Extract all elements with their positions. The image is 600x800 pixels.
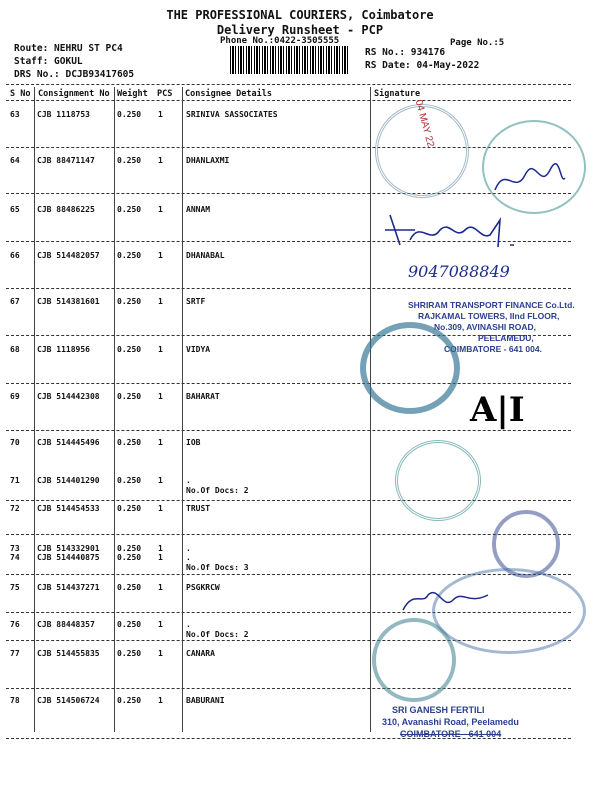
row-consignment-no: CJB 514454533 — [37, 504, 100, 513]
row-consignee: . — [186, 620, 191, 629]
stamp-line: PEELAMEDU, — [478, 333, 534, 343]
rs-number: RS No.: 934176 — [365, 47, 446, 58]
col-sno: S No — [10, 89, 31, 99]
col-consignment: Consignment No — [38, 89, 110, 99]
row-weight: 0.250 — [117, 620, 142, 629]
row-weight: 0.250 — [117, 205, 142, 214]
row-consignee: ANNAM — [186, 205, 211, 214]
row-sno: 75 — [10, 583, 20, 592]
row-consignee: BABURANI — [186, 696, 225, 705]
row-consignment-no: CJB 88448357 — [37, 620, 95, 629]
row-pcs: 1 — [158, 110, 163, 119]
column-divider — [370, 87, 371, 732]
row-consignment-no: CJB 514381601 — [37, 297, 100, 306]
row-consignment-no: CJB 514442308 — [37, 392, 100, 401]
row-weight: 0.250 — [117, 110, 142, 119]
stamp-line: COIMBATORE - 641 004 — [400, 729, 502, 739]
company-name: THE PROFESSIONAL COURIERS, Coimbatore — [166, 8, 434, 22]
route-info — [14, 42, 134, 81]
row-weight: 0.250 — [117, 504, 142, 513]
row-pcs: 1 — [158, 392, 163, 401]
row-docs-note: No.Of Docs: 2 — [186, 486, 249, 495]
row-sno: 73 — [10, 544, 20, 553]
ai-mark: A|I — [470, 390, 525, 430]
row-sno: 65 — [10, 205, 20, 214]
row-consignee: IOB — [186, 438, 201, 447]
row-pcs: 1 — [158, 156, 163, 165]
row-consignment-no: CJB 514445496 — [37, 438, 100, 447]
row-consignee: . — [186, 553, 191, 562]
row-consignee: VIDYA — [186, 345, 211, 354]
row-separator — [6, 500, 571, 501]
row-docs-note: No.Of Docs: 3 — [186, 563, 249, 572]
handwritten-phone: 9047088849 — [408, 262, 510, 281]
column-divider — [114, 87, 115, 732]
row-consignee: TRUST — [186, 504, 211, 513]
row-consignee: SRTF — [186, 297, 206, 306]
row-consignment-no: CJB 514482057 — [37, 251, 100, 260]
row-sno: 72 — [10, 504, 20, 513]
column-divider — [34, 87, 35, 732]
row-consignment-no: CJB 1118956 — [37, 345, 90, 354]
bank-seal-stamp — [395, 440, 481, 521]
row-pcs: 1 — [158, 583, 163, 592]
row-sno: 77 — [10, 649, 20, 658]
row-sno: 70 — [10, 438, 20, 447]
row-separator — [6, 430, 571, 431]
row-consignment-no: CJB 88471147 — [37, 156, 95, 165]
barcode — [230, 46, 350, 74]
ganesh-address-stamp — [382, 704, 519, 740]
rs-info — [365, 46, 479, 72]
row-weight: 0.250 — [117, 438, 142, 447]
row-consignee: SRINIVA SASSOCIATES — [186, 110, 278, 119]
row-consignment-no: CJB 514401290 — [37, 476, 100, 485]
row-consignment-no: CJB 1118753 — [37, 110, 90, 119]
row-pcs: 1 — [158, 649, 163, 658]
row-weight: 0.250 — [117, 649, 142, 658]
row-pcs: 1 — [158, 297, 163, 306]
signature-75 — [398, 580, 498, 620]
row-weight: 0.250 — [117, 392, 142, 401]
row-sno: 64 — [10, 156, 20, 165]
stamp-line: SHRIRAM TRANSPORT FINANCE Co.Ltd. — [408, 300, 575, 310]
row-consignment-no: CJB 514437271 — [37, 583, 100, 592]
header-bottom-rule — [6, 100, 571, 101]
row-pcs: 1 — [158, 504, 163, 513]
row-sno: 66 — [10, 251, 20, 260]
phone-number: Phone No.:0422-3505555 — [220, 36, 340, 46]
row-pcs: 1 — [158, 438, 163, 447]
staff-label: Staff: GOKUL — [14, 56, 83, 67]
row-pcs: 1 — [158, 345, 163, 354]
drs-label: DRS No.: DCJB93417605 — [14, 69, 135, 80]
row-pcs: 1 — [158, 205, 163, 214]
rs-date: RS Date: 04-May-2022 — [365, 60, 480, 71]
row-weight: 0.250 — [117, 553, 142, 562]
row-consignment-no: CJB 514455835 — [37, 649, 100, 658]
row-consignment-no: CJB 88486225 — [37, 205, 95, 214]
stamp-line: SRI GANESH FERTILI — [392, 705, 485, 715]
route-label: Route: NEHRU ST PC4 — [14, 43, 123, 54]
row-pcs: 1 — [158, 251, 163, 260]
col-consignee: Consignee Details — [185, 89, 272, 99]
header-top-rule — [6, 84, 571, 85]
column-divider — [182, 87, 183, 732]
page-number: Page No.:5 — [450, 38, 505, 48]
stamp-line: No.309, AVINASHI ROAD, — [434, 322, 537, 332]
row-sno: 76 — [10, 620, 20, 629]
stamp-line: COIMBATORE - 641 004. — [444, 344, 542, 354]
row-weight: 0.250 — [117, 345, 142, 354]
row-weight: 0.250 — [117, 476, 142, 485]
row-weight: 0.250 — [117, 544, 142, 553]
row-consignment-no: CJB 514506724 — [37, 696, 100, 705]
row-pcs: 1 — [158, 476, 163, 485]
row-weight: 0.250 — [117, 251, 142, 260]
signature-64 — [490, 160, 570, 200]
row-pcs: 1 — [158, 696, 163, 705]
row-sno: 74 — [10, 553, 20, 562]
row-consignee: DHANABAL — [186, 251, 225, 260]
row-consignee: DHANLAXMI — [186, 156, 230, 165]
row-sno: 67 — [10, 297, 20, 306]
row-consignee: PSGKRCW — [186, 583, 220, 592]
document-title — [0, 8, 600, 38]
row-separator — [6, 193, 571, 194]
row-consignee: . — [186, 544, 191, 553]
row-sno: 78 — [10, 696, 20, 705]
col-signature: Signature — [374, 89, 421, 99]
canara-seal-stamp — [372, 618, 456, 702]
row-consignment-no: CJB 514440875 — [37, 553, 100, 562]
row-sno: 69 — [10, 392, 20, 401]
row-weight: 0.250 — [117, 297, 142, 306]
row-separator — [6, 288, 571, 289]
stamp-line: RAJKAMAL TOWERS, IInd FLOOR, — [418, 311, 560, 321]
row-sno: 68 — [10, 345, 20, 354]
signature-65 — [380, 205, 520, 255]
row-separator — [6, 688, 571, 689]
row-pcs: 1 — [158, 620, 163, 629]
row-sno: 71 — [10, 476, 20, 485]
stamp-line: 310, Avanashi Road, Peelamedu — [382, 717, 519, 727]
row-consignee: . — [186, 476, 191, 485]
row-weight: 0.250 — [117, 156, 142, 165]
row-separator — [6, 383, 571, 384]
row-pcs: 1 — [158, 553, 163, 562]
row-consignee: CANARA — [186, 649, 215, 658]
row-consignment-no: CJB 514332901 — [37, 544, 100, 553]
row-separator — [6, 534, 571, 535]
runsheet-subtitle: Delivery Runsheet - PCP — [216, 23, 384, 37]
col-weight: Weight — [117, 89, 148, 99]
round-seal-stamp — [360, 322, 460, 414]
row-weight: 0.250 — [117, 583, 142, 592]
row-sno: 63 — [10, 110, 20, 119]
row-consignee: BAHARAT — [186, 392, 220, 401]
row-docs-note: No.Of Docs: 2 — [186, 630, 249, 639]
date-stamp: 04 MAY 22 — [412, 98, 436, 149]
col-pcs: PCS — [157, 89, 173, 99]
row-pcs: 1 — [158, 544, 163, 553]
row-weight: 0.250 — [117, 696, 142, 705]
